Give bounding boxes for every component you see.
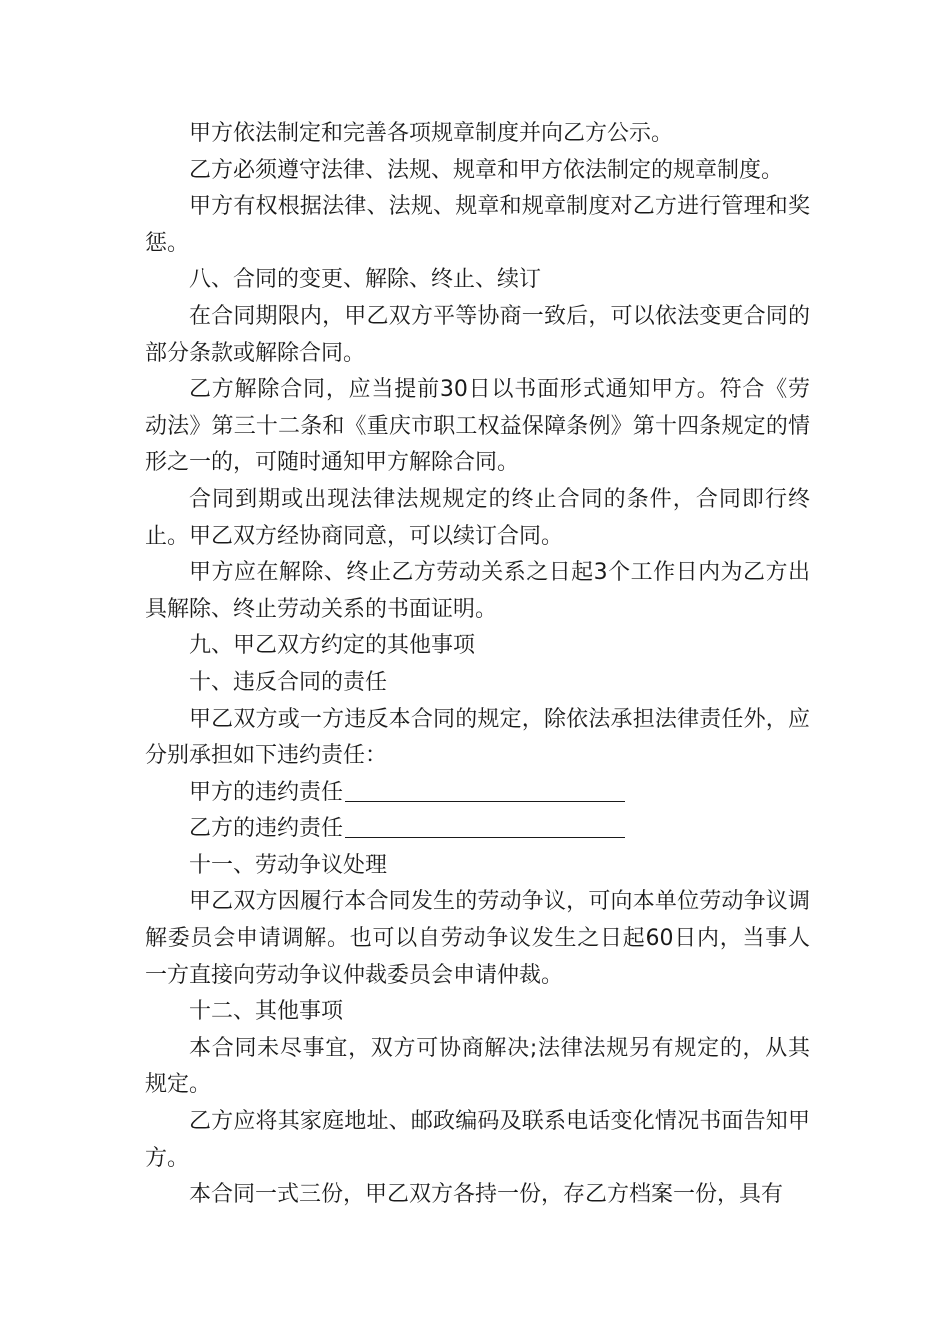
section-heading-9: 九、甲乙双方约定的其他事项 [189, 633, 476, 659]
party-a-liability-blank[interactable] [345, 777, 625, 802]
party-a-liability-label: 甲方的违约责任 [189, 779, 344, 805]
paragraph-contact-change: 乙方应将其家庭地址、邮政编码及联系电话变化情况书面告知甲方。 [145, 1109, 810, 1171]
section-heading-8: 八、合同的变更、解除、终止、续订 [189, 267, 542, 293]
paragraph-rules-compliance: 乙方必须遵守法律、法规、规章和甲方依法制定的规章制度。 [189, 157, 784, 183]
paragraph-unresolved-matters: 本合同未尽事宜，双方可协商解决;法律法规另有规定的，从其规定。 [145, 1035, 810, 1098]
paragraph-contract-change: 在合同期限内，甲乙双方平等协商一致后，可以依法变更合同的部分条款或解除合同。 [145, 303, 810, 366]
section-heading-10: 十、违反合同的责任 [189, 669, 388, 695]
party-a-liability-line [145, 775, 810, 812]
document-body [145, 116, 810, 1214]
paragraph-contract-expiry: 合同到期或出现法律法规规定的终止合同的条件，合同即行终止。甲乙双方经协商同意，可以续订合同。 [145, 486, 810, 549]
paragraph-management-rights: 甲方有权根据法律、法规、规章和规章制度对乙方进行管理和奖惩。 [145, 194, 810, 256]
paragraph-employee-termination: 乙方解除合同，应当提前30日以书面形式通知甲方。符合《劳动法》第三十二条和《重庆市职工权益保障条例》第十四条规定的情形之一的，可随时通知甲方解除合同。 [145, 377, 810, 476]
paragraph-breach-liability: 甲乙双方或一方违反本合同的规定，除依法承担法律责任外，应分别承担如下违约责任： [145, 706, 810, 769]
paragraph-copies: 本合同一式三份，甲乙双方各持一份，存乙方档案一份，具有 [189, 1182, 784, 1208]
section-heading-12: 十二、其他事项 [189, 999, 344, 1025]
party-b-liability-blank[interactable] [345, 813, 625, 838]
section-heading-11: 十一、劳动争议处理 [189, 852, 388, 878]
paragraph-rules-publicity: 甲方依法制定和完善各项规章制度并向乙方公示。 [189, 121, 674, 146]
paragraph-dispute-resolution: 甲乙双方因履行本合同发生的劳动争议，可向本单位劳动争议调解委员会申请调解。也可以自劳动争议发生之日起60日内，当事人一方直接向劳动争议仲裁委员会申请仲裁。 [145, 889, 810, 988]
party-b-liability-label: 乙方的违约责任 [189, 816, 344, 842]
party-b-liability-line [145, 811, 810, 848]
paragraph-termination-certificate: 甲方应在解除、终止乙方劳动关系之日起3个工作日内为乙方出具解除、终止劳动关系的书面证明。 [145, 560, 810, 622]
